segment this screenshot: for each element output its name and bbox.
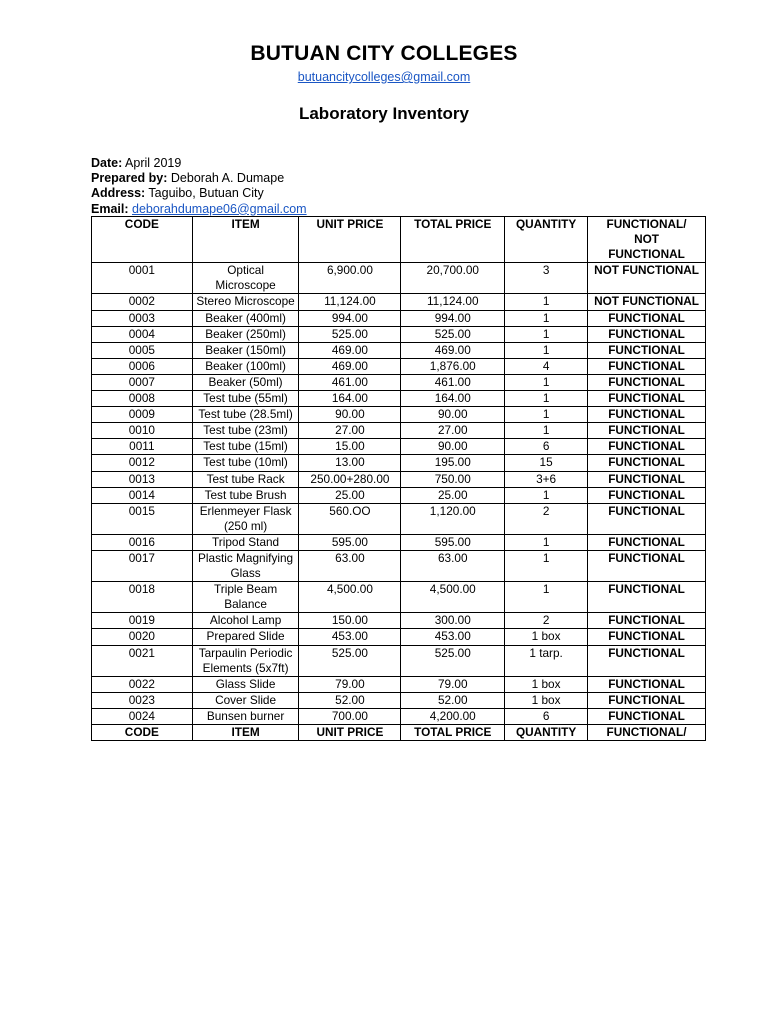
cell-code: 0008 [92, 391, 193, 407]
cell-code: 0015 [92, 503, 193, 534]
cell-item: Bunsen burner [192, 708, 299, 724]
prepared-by-label: Prepared by: [91, 171, 168, 186]
cell-code: 0021 [92, 645, 193, 676]
cell-code: 0005 [92, 342, 193, 358]
table-row [92, 582, 706, 613]
cell-unit-price: 25.00 [299, 487, 401, 503]
footer-quantity: QUANTITY [505, 725, 588, 741]
cell-unit-price: 560.OO [299, 503, 401, 534]
cell-status: FUNCTIONAL [588, 374, 706, 390]
cell-unit-price: 90.00 [299, 407, 401, 423]
cell-code: 0022 [92, 676, 193, 692]
cell-code: 0020 [92, 629, 193, 645]
table-row [92, 358, 706, 374]
cell-code: 0017 [92, 550, 193, 581]
table-row [92, 708, 706, 724]
table-row [92, 263, 706, 294]
cell-code: 0006 [92, 358, 193, 374]
cell-item: Tarpaulin Periodic Elements (5x7ft) [192, 645, 299, 676]
cell-total-price: 4,200.00 [401, 708, 505, 724]
cell-item: Erlenmeyer Flask (250 ml) [192, 503, 299, 534]
cell-code: 0014 [92, 487, 193, 503]
footer-item: ITEM [192, 725, 299, 741]
cell-item: Test tube Rack [192, 471, 299, 487]
document-subtitle: Laboratory Inventory [298, 104, 470, 123]
cell-total-price: 525.00 [401, 326, 505, 342]
cell-status: FUNCTIONAL [588, 534, 706, 550]
cell-total-price: 27.00 [401, 423, 505, 439]
cell-status: FUNCTIONAL [588, 629, 706, 645]
cell-item: Beaker (50ml) [192, 374, 299, 390]
cell-status: FUNCTIONAL [588, 471, 706, 487]
cell-code: 0018 [92, 582, 193, 613]
cell-code: 0010 [92, 423, 193, 439]
cell-total-price: 79.00 [401, 676, 505, 692]
cell-total-price: 300.00 [401, 613, 505, 629]
cell-code: 0001 [92, 263, 193, 294]
table-row [92, 310, 706, 326]
table-row [92, 645, 706, 676]
cell-quantity: 1 [505, 423, 588, 439]
cell-unit-price: 461.00 [299, 374, 401, 390]
table-row [92, 326, 706, 342]
cell-status: FUNCTIONAL [588, 708, 706, 724]
page-title: BUTUAN CITY COLLEGES [250, 42, 518, 65]
cell-item: Optical Microscope [192, 263, 299, 294]
cell-item: Tripod Stand [192, 534, 299, 550]
table-row [92, 294, 706, 310]
cell-quantity: 1 [505, 326, 588, 342]
cell-unit-price: 994.00 [299, 310, 401, 326]
cell-status: NOT FUNCTIONAL [588, 263, 706, 294]
cell-status: FUNCTIONAL [588, 503, 706, 534]
cell-total-price: 750.00 [401, 471, 505, 487]
cell-unit-price: 4,500.00 [299, 582, 401, 613]
prepared-by-line [91, 171, 307, 186]
cell-total-price: 63.00 [401, 550, 505, 581]
table-row [92, 629, 706, 645]
cell-unit-price: 525.00 [299, 645, 401, 676]
cell-code: 0002 [92, 294, 193, 310]
cell-unit-price: 164.00 [299, 391, 401, 407]
cell-total-price: 453.00 [401, 629, 505, 645]
table-row [92, 455, 706, 471]
header-code: CODE [92, 217, 193, 263]
cell-total-price: 595.00 [401, 534, 505, 550]
cell-status: FUNCTIONAL [588, 310, 706, 326]
cell-status: FUNCTIONAL [588, 487, 706, 503]
cell-total-price: 4,500.00 [401, 582, 505, 613]
cell-quantity: 1 [505, 294, 588, 310]
preparer-email-link[interactable]: deborahdumape06@gmail.com [132, 201, 307, 216]
cell-total-price: 525.00 [401, 645, 505, 676]
cell-quantity: 1 box [505, 629, 588, 645]
prepared-by-value: Deborah A. Dumape [167, 171, 285, 186]
header-functional-status: FUNCTIONAL/ NOT FUNCTIONAL [588, 217, 706, 263]
cell-unit-price: 525.00 [299, 326, 401, 342]
cell-quantity: 3 [505, 263, 588, 294]
table-row [92, 503, 706, 534]
cell-quantity: 1 [505, 391, 588, 407]
cell-unit-price: 250.00+280.00 [299, 471, 401, 487]
cell-quantity: 1 [505, 310, 588, 326]
footer-unit-price: UNIT PRICE [299, 725, 401, 741]
cell-quantity: 1 [505, 487, 588, 503]
cell-quantity: 15 [505, 455, 588, 471]
cell-item: Beaker (400ml) [192, 310, 299, 326]
cell-status: FUNCTIONAL [588, 326, 706, 342]
cell-code: 0013 [92, 471, 193, 487]
cell-quantity: 1 [505, 407, 588, 423]
cell-quantity: 6 [505, 708, 588, 724]
table-row [92, 423, 706, 439]
cell-code: 0016 [92, 534, 193, 550]
cell-item: Test tube Brush [192, 487, 299, 503]
cell-unit-price: 469.00 [299, 342, 401, 358]
inventory-table [91, 216, 706, 741]
email-line [91, 202, 307, 217]
cell-quantity: 1 box [505, 676, 588, 692]
table-row [92, 534, 706, 550]
cell-quantity: 6 [505, 439, 588, 455]
cell-status: FUNCTIONAL [588, 455, 706, 471]
cell-status: FUNCTIONAL [588, 550, 706, 581]
cell-quantity: 2 [505, 503, 588, 534]
cell-quantity: 4 [505, 358, 588, 374]
cell-unit-price: 453.00 [299, 629, 401, 645]
cell-unit-price: 469.00 [299, 358, 401, 374]
table-row [92, 487, 706, 503]
cell-total-price: 90.00 [401, 439, 505, 455]
college-email-link[interactable]: butuancitycolleges@gmail.com [297, 70, 471, 84]
address-value: Taguibo, Butuan City [145, 186, 264, 201]
document-meta [91, 156, 307, 217]
table-row [92, 613, 706, 629]
table-row [92, 550, 706, 581]
cell-item: Stereo Microscope [192, 294, 299, 310]
cell-quantity: 2 [505, 613, 588, 629]
cell-status: FUNCTIONAL [588, 342, 706, 358]
cell-code: 0012 [92, 455, 193, 471]
cell-item: Test tube (55ml) [192, 391, 299, 407]
cell-total-price: 11,124.00 [401, 294, 505, 310]
cell-total-price: 1,120.00 [401, 503, 505, 534]
cell-quantity: 1 tarp. [505, 645, 588, 676]
cell-unit-price: 79.00 [299, 676, 401, 692]
table-row [92, 692, 706, 708]
cell-total-price: 994.00 [401, 310, 505, 326]
date-label: Date: [91, 156, 123, 170]
cell-item: Glass Slide [192, 676, 299, 692]
cell-status: FUNCTIONAL [588, 423, 706, 439]
cell-status: FUNCTIONAL [588, 582, 706, 613]
cell-item: Triple Beam Balance [192, 582, 299, 613]
cell-item: Alcohol Lamp [192, 613, 299, 629]
cell-item: Test tube (10ml) [192, 455, 299, 471]
cell-unit-price: 52.00 [299, 692, 401, 708]
footer-code: CODE [92, 725, 193, 741]
footer-total-price: TOTAL PRICE [401, 725, 505, 741]
cell-item: Test tube (28.5ml) [192, 407, 299, 423]
cell-status: FUNCTIONAL [588, 407, 706, 423]
cell-code: 0011 [92, 439, 193, 455]
email-label: Email: [91, 201, 129, 216]
header-unit-price: UNIT PRICE [299, 217, 401, 263]
cell-code: 0024 [92, 708, 193, 724]
cell-total-price: 20,700.00 [401, 263, 505, 294]
cell-status: NOT FUNCTIONAL [588, 294, 706, 310]
cell-total-price: 195.00 [401, 455, 505, 471]
table-row [92, 407, 706, 423]
footer-functional-status: FUNCTIONAL/ [588, 725, 706, 741]
date-line [91, 156, 307, 171]
cell-item: Prepared Slide [192, 629, 299, 645]
table-body [92, 263, 706, 725]
cell-status: FUNCTIONAL [588, 439, 706, 455]
cell-quantity: 1 box [505, 692, 588, 708]
date-value: April 2019 [122, 156, 182, 170]
cell-code: 0003 [92, 310, 193, 326]
cell-quantity: 1 [505, 550, 588, 581]
table-row [92, 676, 706, 692]
table-row [92, 471, 706, 487]
cell-status: FUNCTIONAL [588, 613, 706, 629]
cell-code: 0007 [92, 374, 193, 390]
table-header-row [92, 217, 706, 263]
cell-unit-price: 27.00 [299, 423, 401, 439]
cell-item: Beaker (250ml) [192, 326, 299, 342]
header-total-price: TOTAL PRICE [401, 217, 505, 263]
cell-item: Beaker (100ml) [192, 358, 299, 374]
cell-code: 0019 [92, 613, 193, 629]
cell-quantity: 1 [505, 534, 588, 550]
cell-code: 0023 [92, 692, 193, 708]
cell-unit-price: 13.00 [299, 455, 401, 471]
cell-unit-price: 150.00 [299, 613, 401, 629]
cell-total-price: 25.00 [401, 487, 505, 503]
cell-status: FUNCTIONAL [588, 358, 706, 374]
table-row [92, 342, 706, 358]
table-footer-row [92, 725, 706, 741]
cell-status: FUNCTIONAL [588, 692, 706, 708]
cell-quantity: 3+6 [505, 471, 588, 487]
cell-total-price: 90.00 [401, 407, 505, 423]
cell-item: Test tube (15ml) [192, 439, 299, 455]
cell-unit-price: 63.00 [299, 550, 401, 581]
cell-item: Plastic Magnifying Glass [192, 550, 299, 581]
table-row [92, 439, 706, 455]
cell-quantity: 1 [505, 342, 588, 358]
cell-item: Beaker (150ml) [192, 342, 299, 358]
cell-unit-price: 15.00 [299, 439, 401, 455]
cell-total-price: 469.00 [401, 342, 505, 358]
cell-code: 0009 [92, 407, 193, 423]
address-line [91, 186, 307, 201]
cell-total-price: 461.00 [401, 374, 505, 390]
cell-item: Cover Slide [192, 692, 299, 708]
cell-status: FUNCTIONAL [588, 645, 706, 676]
cell-item: Test tube (23ml) [192, 423, 299, 439]
cell-total-price: 164.00 [401, 391, 505, 407]
cell-quantity: 1 [505, 582, 588, 613]
table-row [92, 391, 706, 407]
cell-total-price: 52.00 [401, 692, 505, 708]
cell-unit-price: 6,900.00 [299, 263, 401, 294]
cell-total-price: 1,876.00 [401, 358, 505, 374]
cell-unit-price: 11,124.00 [299, 294, 401, 310]
header-quantity: QUANTITY [505, 217, 588, 263]
cell-status: FUNCTIONAL [588, 676, 706, 692]
table-row [92, 374, 706, 390]
header-item: ITEM [192, 217, 299, 263]
cell-quantity: 1 [505, 374, 588, 390]
cell-unit-price: 595.00 [299, 534, 401, 550]
cell-unit-price: 700.00 [299, 708, 401, 724]
cell-code: 0004 [92, 326, 193, 342]
address-label: Address: [91, 186, 146, 201]
cell-status: FUNCTIONAL [588, 391, 706, 407]
